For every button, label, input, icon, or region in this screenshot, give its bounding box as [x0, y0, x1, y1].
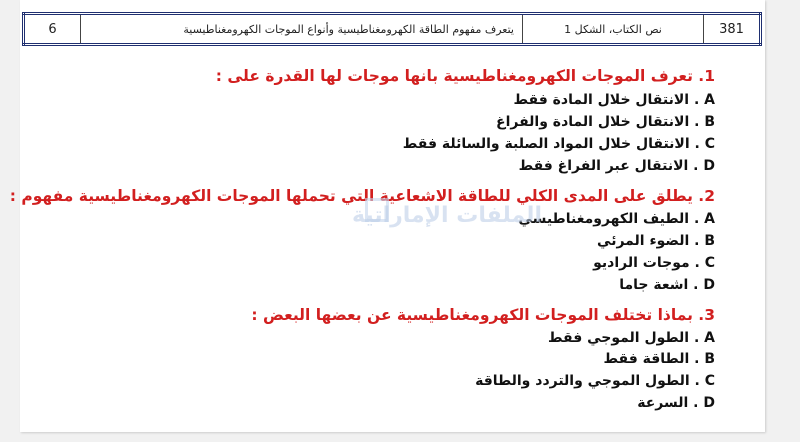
question-1-option-c[interactable]: C . الانتقال خلال المواد الصلبة والسائلة فقط — [402, 136, 715, 152]
question-2-title: 2. يطلق على المدى الكلي للطاقة الاشعاعية التي تحملها الموجات الكهرومغناطيسية مفهوم : — [9, 187, 715, 205]
question-2-option-b[interactable]: B . الضوء المرئي — [597, 233, 715, 249]
question-header-table — [22, 12, 762, 46]
question-1-option-d[interactable]: D . الانتقال عبر الفراغ فقط — [518, 158, 715, 174]
question-3-title: 3. بماذا تختلف الموجات الكهرومغناطيسية عن بعضها البعض : — [251, 306, 715, 324]
question-2-option-a[interactable]: A . الطيف الكهرومغناطيسي — [518, 211, 715, 227]
question-1-option-b[interactable]: B . الانتقال خلال المادة والفراغ — [496, 114, 715, 130]
item-number-cell: 381 — [704, 14, 761, 45]
question-1-title: 1. تعرف الموجات الكهرومغناطيسية بانها موجات لها القدرة على : — [215, 67, 715, 85]
question-2-option-c[interactable]: C . موجات الراديو — [593, 255, 715, 271]
question-3-option-c[interactable]: C . الطول الموجي والتردد والطاقة — [475, 373, 715, 389]
learning-outcome-cell: يتعرف مفهوم الطاقة الكهرومغناطيسية وأنواع الموجات الكهرومغناطيسية — [81, 14, 523, 45]
question-3-option-a[interactable]: A . الطول الموجي فقط — [548, 330, 715, 346]
question-3-option-d[interactable]: D . السرعة — [637, 395, 715, 411]
level-cell: 6 — [24, 14, 81, 45]
question-2-option-d[interactable]: D . اشعة جاما — [619, 277, 715, 293]
source-cell: نص الكتاب، الشكل 1 — [523, 14, 704, 45]
worksheet-page — [9, 0, 765, 432]
watermark-text: الملفات الإماراتية — [352, 203, 542, 228]
question-3-option-b[interactable]: B . الطاقة فقط — [603, 351, 715, 367]
question-1-option-a[interactable]: A . الانتقال خلال المادة فقط — [513, 92, 715, 108]
